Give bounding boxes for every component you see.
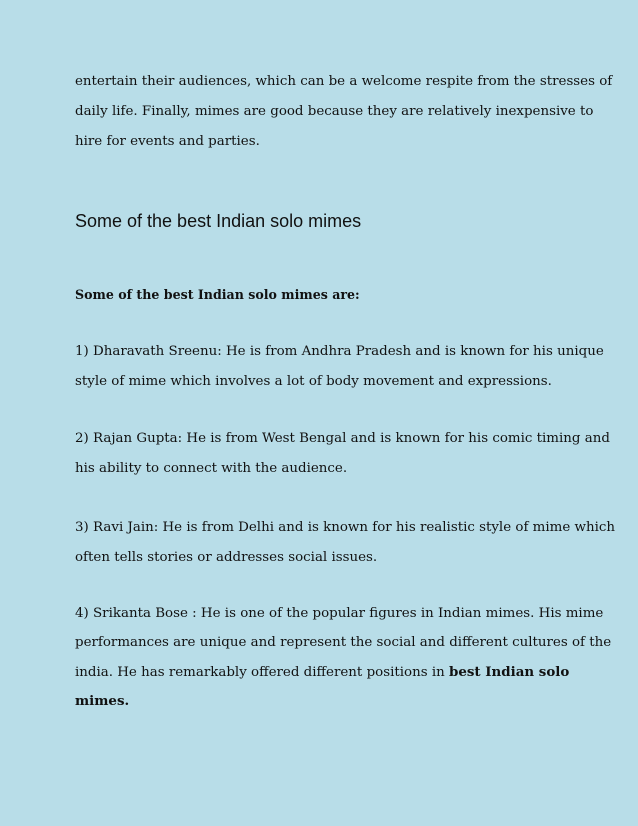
item-line: his ability to connect with the audience.	[75, 461, 348, 476]
item-line: 1) Dharavath Sreenu: He is from Andhra Pradesh and is known for his unique	[75, 344, 604, 359]
intro-line: entertain their audiences, which can be a welcome respite from the stresses of	[75, 74, 613, 89]
section-subheading: Some of the best Indian solo mimes are:	[75, 287, 360, 302]
item-line: 2) Rajan Gupta: He is from West Bengal and is known for his comic timing and	[75, 431, 610, 446]
section-heading: Some of the best Indian solo mimes	[75, 211, 362, 231]
item-line: often tells stories or addresses social issues.	[75, 550, 378, 565]
emphasis-text: mimes.	[75, 693, 130, 710]
intro-line: hire for events and parties.	[75, 134, 260, 149]
item-line: 4) Srikanta Bose : He is one of the popular figures in Indian mimes. His mime	[75, 606, 604, 621]
mime-list-item-4	[75, 600, 612, 716]
item-line: 3) Ravi Jain: He is from Delhi and is known for his realistic style of mime which	[75, 520, 616, 535]
mime-list-item-1	[75, 337, 604, 397]
emphasis-text: best Indian solo	[449, 663, 570, 680]
intro-line: daily life. Finally, mimes are good because they are relatively inexpensive to	[75, 104, 594, 119]
item-line: india. He has remarkably offered different positions in	[75, 664, 449, 680]
item-line: performances are unique and represent the social and different cultures of the	[75, 634, 612, 650]
item-line: style of mime which involves a lot of body movement and expressions.	[75, 374, 552, 389]
mime-list-item-2	[75, 424, 610, 484]
intro-paragraph	[75, 67, 613, 157]
mime-list-item-3	[75, 513, 616, 573]
item-line-with-emphasis	[75, 658, 570, 688]
